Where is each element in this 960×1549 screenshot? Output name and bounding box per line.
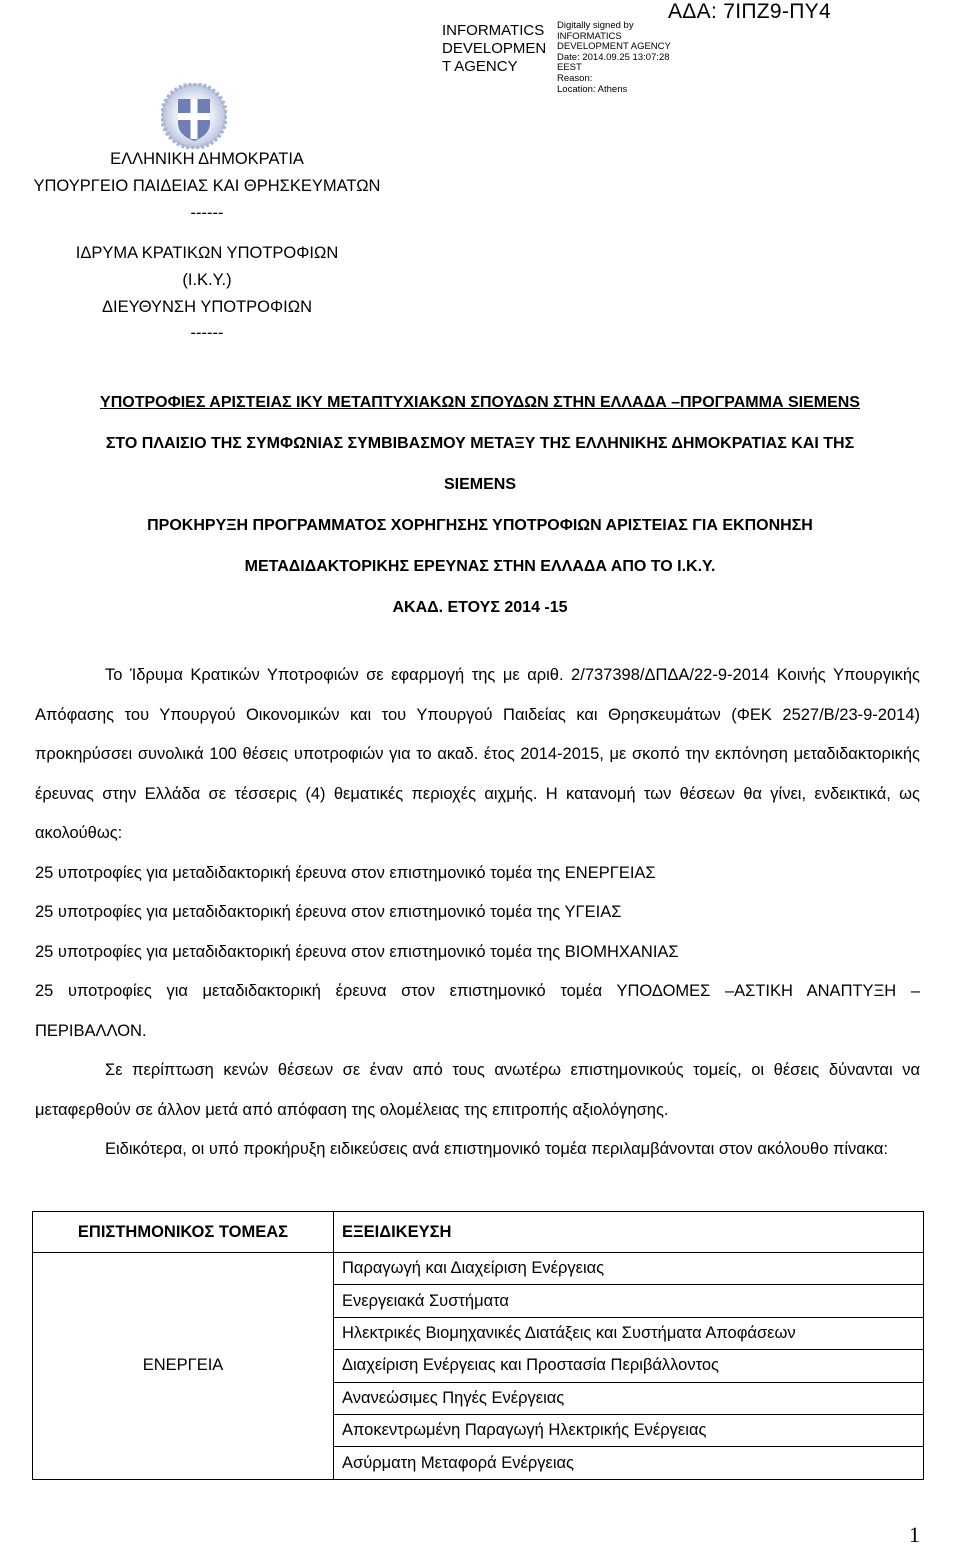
intro-paragraph: Το Ίδρυμα Κρατικών Υποτροφιών σε εφαρμογή της με αριθ. 2/737398/ΔΠΔΑ/22-9-2014 Κοινής Υπουργικής Απόφασης του Υπουργού Οικονομικών και του Υπουργού Παιδείας και Θρησκευμάτων (ΦΕΚ 2527/Β/23-9-2014) προκηρύσσει συνολικά 100 θέσεις υποτροφιών για το ακαδ. έτος 2014-2015, με σκοπό την εκπόνηση μεταδιδακτορικής έρευνας στην Ελλάδα σε τέσσερις (4) θεματικές περιοχές αιχμής. Η κατανομή των θέσεων θα γίνει, ενδεικτικά, ως ακολούθως: xyxy=(35,666,920,842)
header-line-1: ΕΛΛΗΝΙΚΗ ΔΗΜΟΚΡΑΤΙΑ xyxy=(110,150,304,168)
title-line: SIEMENS xyxy=(443,476,516,493)
title-line: ΜΕΤΑΔΙΔΑΚΤΟΡΙΚΗΣ ΕΡΕΥΝΑΣ ΣΤΗΝ ΕΛΛΑΔΑ ΑΠΟ ΤΟ Ι.Κ.Υ. xyxy=(244,558,716,575)
specializations-table xyxy=(32,1211,924,1480)
signature-detail-line: Location: Athens xyxy=(557,83,628,95)
greek-emblem-icon xyxy=(161,83,227,149)
table-intro-paragraph: Ειδικότερα, οι υπό προκήρυξη ειδικεύσεις ανά επιστημονικό τομέα περιλαμβάνονται στον ακόλουθο πίνακα: xyxy=(105,1140,888,1158)
vacancy-paragraph: Σε περίπτωση κενών θέσεων σε έναν από τους ανωτέρω επιστημονικούς τομείς, οι θέσεις δύνανται να μεταφερθούν σε άλλον μετά από απόφαση της ολομέλειας της επιτροπής αξιολόγησης. xyxy=(35,1061,920,1119)
allocation-item: 25 υποτροφίες για μεταδιδακτορική έρευνα στον επιστημονικό τομέα της ΥΓΕΙΑΣ xyxy=(35,903,622,921)
allocation-item: 25 υποτροφίες για μεταδιδακτορική έρευνα στον επιστημονικό τομέα της ΒΙΟΜΗΧΑΝΙΑΣ xyxy=(35,942,679,961)
table-cell-specialization: Αποκεντρωμένη Παραγωγή Ηλεκτρικής Ενέργειας xyxy=(334,1414,924,1446)
table-cell-specialization: Ασύρματη Μεταφορά Ενέργειας xyxy=(334,1447,924,1479)
title-line: ΑΚΑΔ. ΕΤΟΥΣ 2014 -15 xyxy=(392,599,568,616)
signature-detail-line: EEST xyxy=(557,62,582,74)
table-cell-specialization: Διαχείριση Ενέργειας και Προστασία Περιβάλλοντος xyxy=(334,1350,924,1382)
title-underlined: ΥΠΟΤΡΟΦΙΕΣ ΑΡΙΣΤΕΙΑΣ ΙΚΥ ΜΕΤΑΠΤΥΧΙΑΚΩΝ ΣΠΟΥΔΩΝ ΣΤΗΝ ΕΛΛΑΔΑ –ΠΡΟΓΡΑΜΜΑ SIEMENS xyxy=(100,394,860,411)
signature-org-line: DEVELOPMEN xyxy=(442,40,547,57)
allocation-item: 25 υποτροφίες για μεταδιδακτορική έρευνα στον επιστημονικό τομέα ΥΠΟΔΟΜΕΣ –ΑΣΤΙΚΗ ΑΝΑΠΤΥΞΗ – ΠΕΡΙΒΑΛΛΟΝ. xyxy=(35,982,920,1040)
signature-detail-line: Date: 2014.09.25 13:07:28 xyxy=(557,51,670,63)
allocation-item: 25 υποτροφίες για μεταδιδακτορική έρευνα στον επιστημονικό τομέα της ΕΝΕΡΓΕΙΑΣ xyxy=(35,863,656,882)
signature-details xyxy=(557,21,687,95)
header-separator: ------ xyxy=(190,324,224,342)
signature-org-line: INFORMATICS xyxy=(442,22,545,39)
header-line-3: ΙΔΡΥΜΑ ΚΡΑΤΙΚΩΝ ΥΠΟΤΡΟΦΙΩΝ xyxy=(75,244,339,262)
document-body xyxy=(35,656,920,1170)
header-line-2: ΥΠΟΥΡΓΕΙΟ ΠΑΙΔΕΙΑΣ ΚΑΙ ΘΡΗΣΚΕΥΜΑΤΩΝ xyxy=(33,177,381,195)
table-header-sector: ΕΠΙΣΤΗΜΟΝΙΚΟΣ ΤΟΜΕΑΣ xyxy=(33,1212,334,1253)
table-cell-sector: ΕΝΕΡΓΕΙΑ xyxy=(33,1253,334,1480)
signature-detail-line: DEVELOPMENT AGENCY xyxy=(557,41,671,53)
signature-organization xyxy=(442,22,546,76)
signature-org-line: T AGENCY xyxy=(442,58,518,75)
header-line-5: ΔΙΕΥΘΥΝΣΗ ΥΠΟΤΡΟΦΙΩΝ xyxy=(102,298,312,316)
document-title xyxy=(30,382,930,628)
signature-detail-line: INFORMATICS xyxy=(557,30,622,42)
table-header-row xyxy=(33,1212,924,1253)
signature-detail-line: Digitally signed by xyxy=(557,20,634,31)
table-header-specialization: ΕΞΕΙΔΙΚΕΥΣΗ xyxy=(334,1212,924,1253)
ada-code: ΑΔΑ: 7ΙΠΖ9-ΠΥ4 xyxy=(668,0,831,23)
table-cell-specialization: Ανανεώσιμες Πηγές Ενέργειας xyxy=(334,1382,924,1414)
table-cell-specialization: Ηλεκτρικές Βιομηχανικές Διατάξεις και Συστήματα Αποφάσεων xyxy=(334,1317,924,1349)
table-cell-specialization: Παραγωγή και Διαχείριση Ενέργειας xyxy=(334,1253,924,1285)
table-cell-specialization: Ενεργειακά Συστήματα xyxy=(334,1285,924,1317)
header-line-4: (Ι.Κ.Υ.) xyxy=(182,271,232,289)
table-row xyxy=(33,1253,924,1285)
title-line: ΣΤΟ ΠΛΑΙΣΙΟ ΤΗΣ ΣΥΜΦΩΝΙΑΣ ΣΥΜΒΙΒΑΣΜΟΥ ΜΕΤΑΞΥ ΤΗΣ ΕΛΛΗΝΙΚΗΣ ΔΗΜΟΚΡΑΤΙΑΣ ΚΑΙ ΤΗΣ xyxy=(105,435,855,452)
header-separator: ------ xyxy=(190,204,224,222)
signature-detail-line: Reason: xyxy=(557,72,593,84)
page-number: 1 xyxy=(909,1522,920,1547)
title-line: ΠΡΟΚΗΡΥΞΗ ΠΡΟΓΡΑΜΜΑΤΟΣ ΧΟΡΗΓΗΣΗΣ ΥΠΟΤΡΟΦΙΩΝ ΑΡΙΣΤΕΙΑΣ ΓΙΑ ΕΚΠΟΝΗΣΗ xyxy=(147,517,813,534)
